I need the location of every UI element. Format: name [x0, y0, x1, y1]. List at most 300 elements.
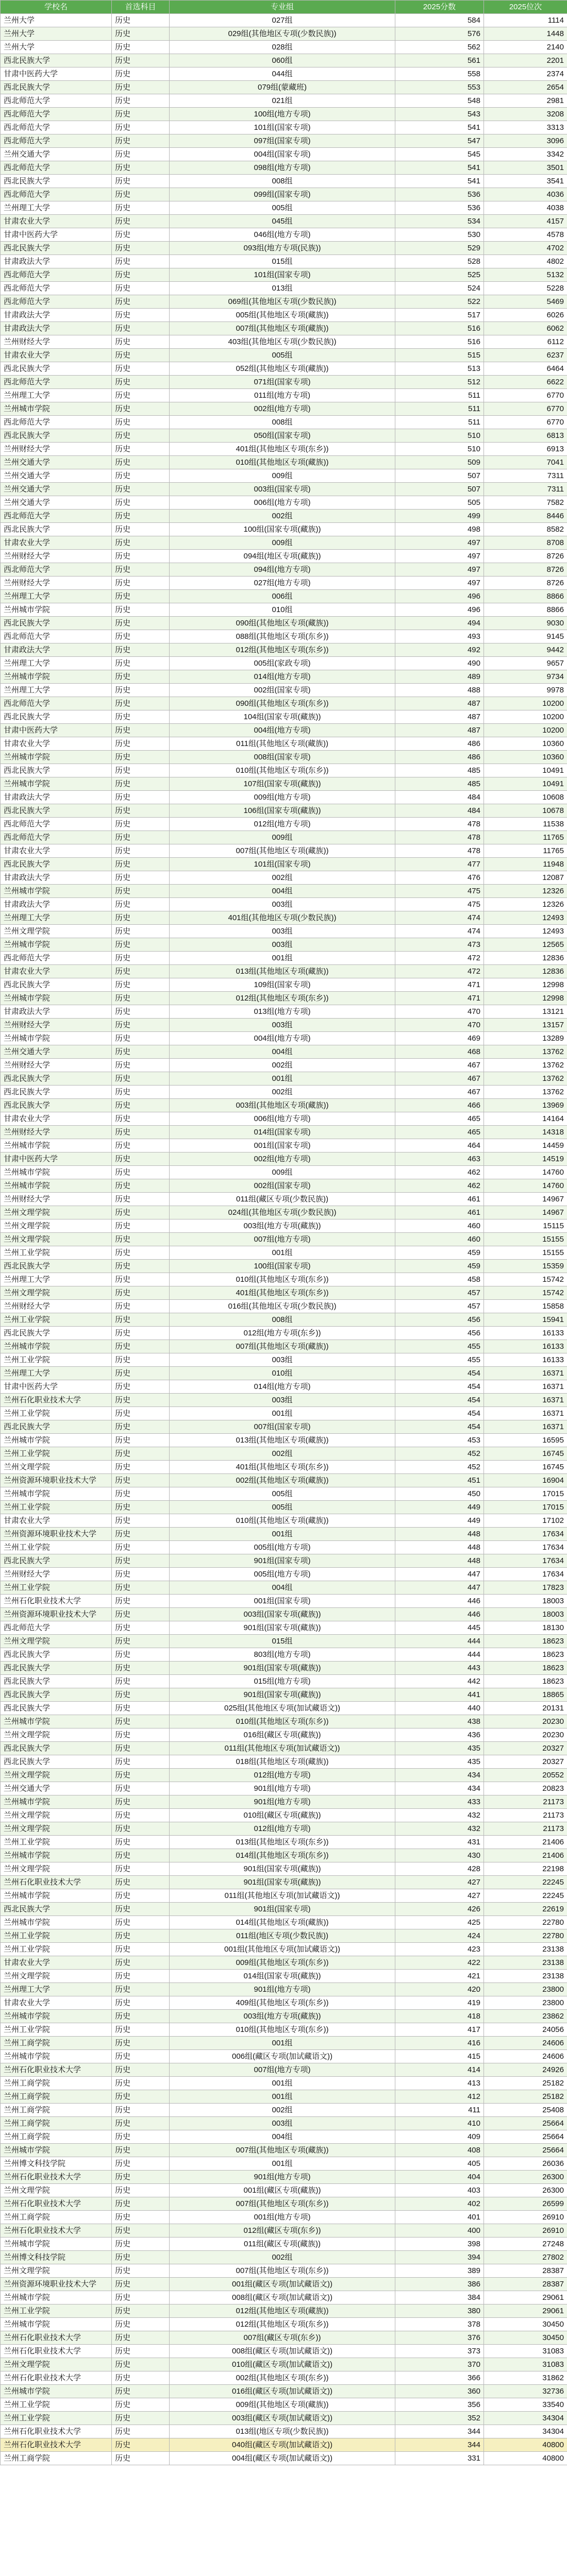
subject-cell: 历史: [112, 1595, 170, 1608]
school-cell: 兰州工业学院: [1, 1313, 112, 1327]
table-row: [1, 657, 567, 670]
table-row: [1, 175, 567, 188]
major-group-cell: 107组(国家专项(藏族)): [170, 777, 395, 791]
table-row: [1, 1635, 567, 1648]
score-cell: 427: [395, 1876, 484, 1889]
table-row: [1, 1501, 567, 1514]
subject-cell: 历史: [112, 1822, 170, 1836]
major-group-cell: 011组(其他地区专项(藏族)): [170, 737, 395, 751]
score-cell: 536: [395, 188, 484, 201]
rank-cell: 16904: [484, 1474, 567, 1487]
rank-cell: 2140: [484, 41, 567, 54]
rank-cell: 27802: [484, 2251, 567, 2264]
rank-cell: 34304: [484, 2412, 567, 2425]
rank-cell: 10608: [484, 791, 567, 804]
table-row: [1, 1688, 567, 1702]
subject-cell: 历史: [112, 1996, 170, 2010]
rank-cell: 20230: [484, 1715, 567, 1728]
major-group-cell: 005组: [170, 1487, 395, 1501]
major-group-cell: 006组: [170, 590, 395, 603]
major-group-cell: 012组(地方专项): [170, 1769, 395, 1782]
score-cell: 562: [395, 41, 484, 54]
rank-cell: 32736: [484, 2385, 567, 2398]
score-cell: 413: [395, 2077, 484, 2090]
column-header-major-group[interactable]: 专业组: [170, 1, 395, 14]
major-group-cell: 007组(地方专项): [170, 1233, 395, 1246]
score-cell: 488: [395, 684, 484, 697]
subject-cell: 历史: [112, 791, 170, 804]
score-cell: 489: [395, 670, 484, 684]
rank-cell: 18003: [484, 1595, 567, 1608]
major-group-cell: 003组(其他地区专项(藏族)): [170, 1099, 395, 1112]
table-row: [1, 1340, 567, 1353]
school-cell: 兰州理工大学: [1, 657, 112, 670]
school-cell: 甘肃中医药大学: [1, 1380, 112, 1394]
rank-cell: 16745: [484, 1461, 567, 1474]
score-cell: 435: [395, 1755, 484, 1769]
school-cell: 兰州财经大学: [1, 443, 112, 456]
school-cell: 兰州工业学院: [1, 1407, 112, 1420]
subject-cell: 历史: [112, 2452, 170, 2465]
table-row: [1, 2264, 567, 2278]
major-group-cell: 093组(地方专项(民族)): [170, 242, 395, 255]
table-row: [1, 134, 567, 148]
subject-cell: 历史: [112, 1112, 170, 1126]
table-row: [1, 1755, 567, 1769]
subject-cell: 历史: [112, 1849, 170, 1862]
rank-cell: 10491: [484, 777, 567, 791]
major-group-cell: 001组(国家专项): [170, 1595, 395, 1608]
school-cell: 兰州城市学院: [1, 885, 112, 898]
table-row: [1, 2398, 567, 2412]
major-group-cell: 079组(蒙藏班): [170, 81, 395, 94]
subject-cell: 历史: [112, 1327, 170, 1340]
school-cell: 兰州理工大学: [1, 590, 112, 603]
school-cell: 兰州理工大学: [1, 201, 112, 215]
subject-cell: 历史: [112, 1742, 170, 1755]
score-cell: 470: [395, 1005, 484, 1019]
school-cell: 兰州工商学院: [1, 2117, 112, 2130]
major-group-cell: 401组(其他地区专项(东乡)): [170, 443, 395, 456]
score-cell: 534: [395, 215, 484, 228]
table-row: [1, 2130, 567, 2144]
school-cell: 西北师范大学: [1, 630, 112, 643]
rank-cell: 14760: [484, 1166, 567, 1179]
major-group-cell: 004组: [170, 2130, 395, 2144]
rank-cell: 2654: [484, 81, 567, 94]
school-cell: 兰州石化职业技术大学: [1, 2438, 112, 2452]
table-row: [1, 1126, 567, 1139]
table-row: [1, 1139, 567, 1153]
table-row: [1, 1662, 567, 1675]
rank-cell: 6062: [484, 322, 567, 335]
major-group-cell: 012组(其他地区专项(东乡)): [170, 643, 395, 657]
school-cell: 兰州工业学院: [1, 2023, 112, 2037]
school-cell: 兰州博文科技学院: [1, 2251, 112, 2264]
rank-cell: 25664: [484, 2144, 567, 2157]
subject-cell: 历史: [112, 1072, 170, 1086]
subject-cell: 历史: [112, 1528, 170, 1541]
subject-cell: 历史: [112, 1059, 170, 1072]
subject-cell: 历史: [112, 1715, 170, 1728]
rank-cell: 12087: [484, 871, 567, 885]
major-group-cell: 004组(地方专项): [170, 724, 395, 737]
subject-cell: 历史: [112, 94, 170, 108]
school-cell: 兰州城市学院: [1, 1340, 112, 1353]
major-group-cell: 001组(其他地区专项(加试藏语文)): [170, 1943, 395, 1956]
subject-cell: 历史: [112, 1876, 170, 1889]
subject-cell: 历史: [112, 295, 170, 309]
rank-cell: 31083: [484, 2358, 567, 2371]
rank-cell: 15115: [484, 1219, 567, 1233]
major-group-cell: 024组(其他地区专项(少数民族)): [170, 1206, 395, 1219]
score-cell: 423: [395, 1943, 484, 1956]
major-group-cell: 007组(其他地区专项(藏族)): [170, 844, 395, 858]
score-cell: 497: [395, 550, 484, 563]
score-cell: 417: [395, 2023, 484, 2037]
score-cell: 543: [395, 108, 484, 121]
school-cell: 甘肃政法大学: [1, 309, 112, 322]
major-group-cell: 005组(家政专项): [170, 657, 395, 670]
column-header-score[interactable]: 2025分数: [395, 1, 484, 14]
school-cell: 兰州城市学院: [1, 777, 112, 791]
major-group-cell: 012组(其他地区专项(藏族)): [170, 2304, 395, 2318]
table-row: [1, 858, 567, 871]
rank-cell: 10200: [484, 724, 567, 737]
major-group-cell: 045组: [170, 215, 395, 228]
major-group-cell: 901组(国家专项): [170, 1903, 395, 1916]
school-cell: 兰州工商学院: [1, 2037, 112, 2050]
school-cell: 兰州工业学院: [1, 1929, 112, 1943]
school-cell: 兰州石化职业技术大学: [1, 2331, 112, 2345]
table-row: [1, 1286, 567, 1300]
major-group-cell: 008组(藏区专项(加试藏语文)): [170, 2345, 395, 2358]
table-row: [1, 2023, 567, 2037]
rank-cell: 6770: [484, 389, 567, 402]
school-cell: 兰州文理学院: [1, 1206, 112, 1219]
rank-cell: 21406: [484, 1836, 567, 1849]
column-header-school[interactable]: 学校名: [1, 1, 112, 14]
subject-cell: 历史: [112, 309, 170, 322]
major-group-cell: 052组(其他地区专项(藏族)): [170, 362, 395, 376]
column-header-rank[interactable]: 2025位次: [484, 1, 567, 14]
school-cell: 兰州理工大学: [1, 389, 112, 402]
score-cell: 462: [395, 1166, 484, 1179]
major-group-cell: 012组(其他地区专项(东乡)): [170, 992, 395, 1005]
rank-cell: 18003: [484, 1608, 567, 1621]
subject-cell: 历史: [112, 684, 170, 697]
score-cell: 511: [395, 402, 484, 416]
rank-cell: 23862: [484, 2010, 567, 2023]
score-cell: 467: [395, 1059, 484, 1072]
table-row: [1, 2251, 567, 2264]
score-cell: 467: [395, 1086, 484, 1099]
table-row: [1, 2050, 567, 2063]
score-cell: 444: [395, 1648, 484, 1662]
school-cell: 兰州城市学院: [1, 670, 112, 684]
table-row: [1, 670, 567, 684]
school-cell: 兰州文理学院: [1, 2264, 112, 2278]
score-cell: 454: [395, 1394, 484, 1407]
score-cell: 454: [395, 1367, 484, 1380]
subject-cell: 历史: [112, 2385, 170, 2398]
major-group-cell: 007组(藏区专项(东乡)): [170, 2331, 395, 2345]
rank-cell: 23800: [484, 1996, 567, 2010]
subject-cell: 历史: [112, 1153, 170, 1166]
score-cell: 378: [395, 2318, 484, 2331]
table-row: [1, 322, 567, 335]
rank-cell: 25182: [484, 2090, 567, 2104]
school-cell: 西北民族大学: [1, 710, 112, 724]
table-row: [1, 41, 567, 54]
rank-cell: 20823: [484, 1782, 567, 1795]
major-group-cell: 003组: [170, 1019, 395, 1032]
major-group-cell: 001组: [170, 2077, 395, 2090]
rank-cell: 18130: [484, 1621, 567, 1635]
subject-cell: 历史: [112, 697, 170, 710]
rank-cell: 13762: [484, 1059, 567, 1072]
table-row: [1, 94, 567, 108]
major-group-cell: 007组(其他地区专项(东乡)): [170, 2197, 395, 2211]
major-group-cell: 014组(地方专项): [170, 1380, 395, 1394]
rank-cell: 21406: [484, 1849, 567, 1862]
school-cell: 兰州财经大学: [1, 1019, 112, 1032]
score-cell: 522: [395, 295, 484, 309]
rank-cell: 16745: [484, 1447, 567, 1461]
subject-cell: 历史: [112, 1045, 170, 1059]
rank-cell: 20131: [484, 1702, 567, 1715]
subject-cell: 历史: [112, 268, 170, 282]
column-header-subject[interactable]: 首选科目: [112, 1, 170, 14]
school-cell: 兰州工业学院: [1, 2304, 112, 2318]
rank-cell: 6913: [484, 443, 567, 456]
school-cell: 兰州石化职业技术大学: [1, 2197, 112, 2211]
rank-cell: 14318: [484, 1126, 567, 1139]
score-cell: 398: [395, 2238, 484, 2251]
score-cell: 492: [395, 643, 484, 657]
rank-cell: 14967: [484, 1206, 567, 1219]
rank-cell: 10360: [484, 737, 567, 751]
score-cell: 422: [395, 1956, 484, 1970]
subject-cell: 历史: [112, 1608, 170, 1621]
major-group-cell: 097组(国家专项): [170, 134, 395, 148]
table-row: [1, 844, 567, 858]
score-cell: 471: [395, 992, 484, 1005]
major-group-cell: 021组: [170, 94, 395, 108]
score-cell: 487: [395, 724, 484, 737]
table-row: [1, 791, 567, 804]
subject-cell: 历史: [112, 255, 170, 268]
major-group-cell: 002组(地方专项): [170, 402, 395, 416]
table-row: [1, 1019, 567, 1032]
major-group-cell: 018组(其他地区专项(藏族)): [170, 1755, 395, 1769]
major-group-cell: 001组: [170, 2157, 395, 2171]
subject-cell: 历史: [112, 1688, 170, 1702]
score-cell: 424: [395, 1929, 484, 1943]
subject-cell: 历史: [112, 952, 170, 965]
school-cell: 兰州财经大学: [1, 550, 112, 563]
subject-cell: 历史: [112, 2157, 170, 2171]
table-row: [1, 1072, 567, 1086]
subject-cell: 历史: [112, 898, 170, 911]
school-cell: 兰州工商学院: [1, 2104, 112, 2117]
score-cell: 441: [395, 1688, 484, 1702]
table-row: [1, 831, 567, 844]
school-cell: 兰州财经大学: [1, 577, 112, 590]
rank-cell: 25182: [484, 2077, 567, 2090]
subject-cell: 历史: [112, 1019, 170, 1032]
table-row: [1, 1916, 567, 1929]
score-cell: 477: [395, 858, 484, 871]
rank-cell: 7311: [484, 469, 567, 483]
rank-cell: 26910: [484, 2224, 567, 2238]
rank-cell: 12998: [484, 992, 567, 1005]
major-group-cell: 090组(其他地区专项(藏族)): [170, 617, 395, 630]
school-cell: 西北师范大学: [1, 161, 112, 175]
school-cell: 西北民族大学: [1, 81, 112, 94]
table-row: [1, 1956, 567, 1970]
rank-cell: 6112: [484, 335, 567, 349]
subject-cell: 历史: [112, 1166, 170, 1179]
score-cell: 496: [395, 603, 484, 617]
rank-cell: 14459: [484, 1139, 567, 1153]
school-cell: 兰州城市学院: [1, 1166, 112, 1179]
subject-cell: 历史: [112, 2023, 170, 2037]
table-row: [1, 965, 567, 978]
rank-cell: 18623: [484, 1662, 567, 1675]
score-cell: 444: [395, 1635, 484, 1648]
major-group-cell: 013组(地区专项(少数民族)): [170, 2425, 395, 2438]
school-cell: 兰州石化职业技术大学: [1, 2063, 112, 2077]
subject-cell: 历史: [112, 161, 170, 175]
subject-cell: 历史: [112, 1286, 170, 1300]
school-cell: 兰州石化职业技术大学: [1, 1876, 112, 1889]
major-group-cell: 101组(国家专项): [170, 268, 395, 282]
school-cell: 兰州城市学院: [1, 1139, 112, 1153]
score-cell: 447: [395, 1568, 484, 1581]
rank-cell: 15742: [484, 1286, 567, 1300]
score-cell: 426: [395, 1903, 484, 1916]
subject-cell: 历史: [112, 938, 170, 952]
school-cell: 兰州工业学院: [1, 1246, 112, 1260]
major-group-cell: 001组(藏区专项(加试藏语文)): [170, 2278, 395, 2291]
major-group-cell: 001组: [170, 2037, 395, 2050]
table-row: [1, 443, 567, 456]
major-group-cell: 003组(地方专项(藏族)): [170, 2010, 395, 2023]
school-cell: 甘肃政法大学: [1, 322, 112, 335]
subject-cell: 历史: [112, 2398, 170, 2412]
school-cell: 甘肃农业大学: [1, 1956, 112, 1970]
subject-cell: 历史: [112, 1340, 170, 1353]
subject-cell: 历史: [112, 818, 170, 831]
table-row: [1, 1166, 567, 1179]
school-cell: 兰州城市学院: [1, 751, 112, 764]
subject-cell: 历史: [112, 2318, 170, 2331]
table-row: [1, 268, 567, 282]
score-cell: 576: [395, 27, 484, 41]
rank-cell: 24056: [484, 2023, 567, 2037]
rank-cell: 22780: [484, 1929, 567, 1943]
school-cell: 兰州工商学院: [1, 2130, 112, 2144]
score-cell: 461: [395, 1206, 484, 1219]
score-cell: 394: [395, 2251, 484, 2264]
subject-cell: 历史: [112, 1889, 170, 1903]
score-cell: 484: [395, 804, 484, 818]
table-row: [1, 2171, 567, 2184]
rank-cell: 4578: [484, 228, 567, 242]
school-cell: 甘肃中医药大学: [1, 724, 112, 737]
major-group-cell: 046组(地方专项): [170, 228, 395, 242]
school-cell: 兰州工业学院: [1, 1501, 112, 1514]
major-group-cell: 106组(国家专项(藏族)): [170, 804, 395, 818]
school-cell: 西北师范大学: [1, 282, 112, 295]
school-cell: 兰州工业学院: [1, 2412, 112, 2425]
table-row: [1, 2037, 567, 2050]
school-cell: 西北民族大学: [1, 1099, 112, 1112]
subject-cell: 历史: [112, 1300, 170, 1313]
rank-cell: 13289: [484, 1032, 567, 1045]
subject-cell: 历史: [112, 2412, 170, 2425]
subject-cell: 历史: [112, 710, 170, 724]
score-cell: 450: [395, 1487, 484, 1501]
school-cell: 西北师范大学: [1, 563, 112, 577]
rank-cell: 4036: [484, 188, 567, 201]
subject-cell: 历史: [112, 228, 170, 242]
table-row: [1, 898, 567, 911]
subject-cell: 历史: [112, 1862, 170, 1876]
school-cell: 兰州工商学院: [1, 2452, 112, 2465]
score-cell: 513: [395, 362, 484, 376]
major-group-cell: 001组: [170, 952, 395, 965]
table-row: [1, 2438, 567, 2452]
school-cell: 兰州城市学院: [1, 2385, 112, 2398]
major-group-cell: 002组: [170, 1447, 395, 1461]
school-cell: 西北民族大学: [1, 1662, 112, 1675]
table-row: [1, 2157, 567, 2171]
score-cell: 438: [395, 1715, 484, 1728]
table-row: [1, 402, 567, 416]
rank-cell: 18623: [484, 1635, 567, 1648]
school-cell: 兰州文理学院: [1, 1970, 112, 1983]
subject-cell: 历史: [112, 1755, 170, 1769]
subject-cell: 历史: [112, 1983, 170, 1996]
rank-cell: 7582: [484, 496, 567, 510]
score-cell: 461: [395, 1193, 484, 1206]
subject-cell: 历史: [112, 108, 170, 121]
major-group-cell: 011组(藏区专项(藏族)): [170, 2238, 395, 2251]
subject-cell: 历史: [112, 322, 170, 335]
rank-cell: 13969: [484, 1099, 567, 1112]
score-cell: 435: [395, 1742, 484, 1755]
table-row: [1, 684, 567, 697]
score-cell: 370: [395, 2358, 484, 2371]
table-row: [1, 1487, 567, 1501]
major-group-cell: 901组(国家专项(藏族)): [170, 1662, 395, 1675]
major-group-cell: 008组(国家专项): [170, 751, 395, 764]
table-row: [1, 2291, 567, 2304]
school-cell: 西北师范大学: [1, 416, 112, 429]
rank-cell: 2374: [484, 67, 567, 81]
rank-cell: 11948: [484, 858, 567, 871]
score-cell: 485: [395, 777, 484, 791]
table-row: [1, 1836, 567, 1849]
rank-cell: 22245: [484, 1876, 567, 1889]
school-cell: 兰州文理学院: [1, 1809, 112, 1822]
subject-cell: 历史: [112, 175, 170, 188]
table-row: [1, 2063, 567, 2077]
score-cell: 445: [395, 1621, 484, 1635]
rank-cell: 20552: [484, 1769, 567, 1782]
